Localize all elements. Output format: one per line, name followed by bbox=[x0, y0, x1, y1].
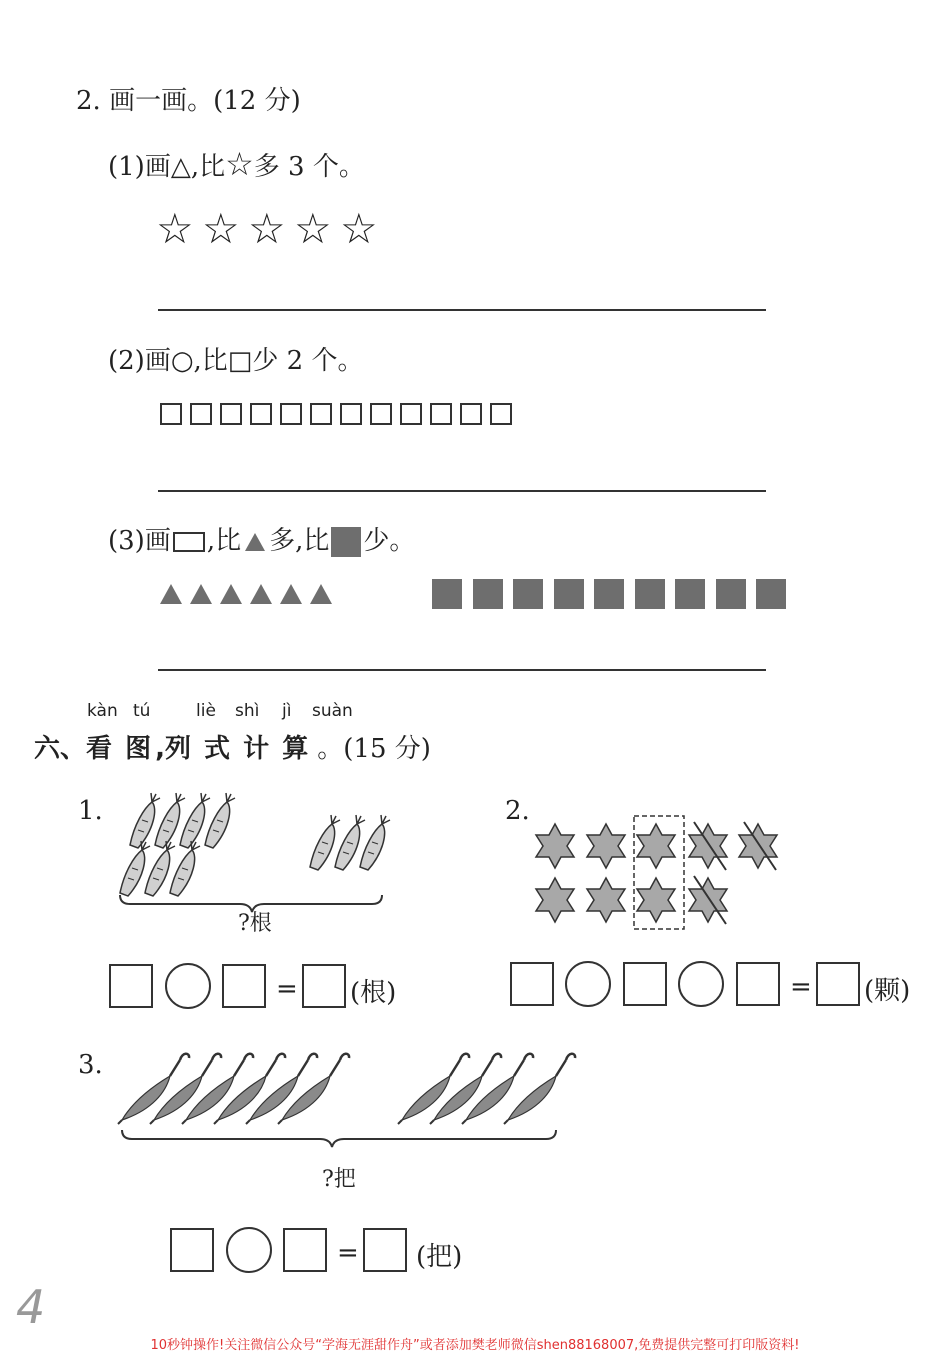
item-3-unit: (把) bbox=[416, 1242, 463, 1272]
pinyin-ji: jì bbox=[282, 701, 292, 721]
square-outline-icon bbox=[250, 403, 272, 425]
star-illustration bbox=[530, 812, 790, 937]
brace bbox=[122, 1130, 556, 1147]
gray-square-icon bbox=[473, 579, 503, 609]
gray-triangle-icon bbox=[160, 584, 182, 604]
item-3-operator-circle[interactable] bbox=[226, 1227, 272, 1273]
item-1-answer-box-2[interactable] bbox=[222, 964, 266, 1008]
part1-prompt bbox=[108, 145, 365, 183]
page-number: 4 bbox=[16, 1280, 46, 1334]
part1-prefix: (1)画 bbox=[108, 152, 171, 182]
gray-square-icon bbox=[635, 579, 665, 609]
star-outline-icon: ☆ bbox=[294, 204, 332, 253]
carrot-group-right bbox=[310, 815, 390, 870]
square-outline-icon bbox=[490, 403, 512, 425]
title-char-6: 算 bbox=[282, 734, 309, 764]
square-outline-icon bbox=[340, 403, 362, 425]
item-1-operator-circle[interactable] bbox=[165, 963, 211, 1009]
gray-triangle-icon bbox=[310, 584, 332, 604]
gray-square-icon bbox=[513, 579, 543, 609]
answer-line-1[interactable] bbox=[158, 309, 766, 311]
part2-suffix: 少 2 个。 bbox=[252, 346, 364, 376]
part3-mid2: 多,比 bbox=[269, 526, 330, 556]
item-3-answer-box-2[interactable] bbox=[283, 1228, 327, 1272]
gray-square-icon bbox=[554, 579, 584, 609]
square-outline-icon bbox=[430, 403, 452, 425]
title-char-1: 六、看 bbox=[34, 734, 113, 764]
item-1-answer-box-result[interactable] bbox=[302, 964, 346, 1008]
item-3-equals: = bbox=[337, 1238, 359, 1268]
gray-square-icon bbox=[432, 579, 462, 609]
umbrella-illustration bbox=[110, 1048, 580, 1148]
item-2-answer-box-result[interactable] bbox=[816, 962, 860, 1006]
item-2-answer-box-2[interactable] bbox=[623, 962, 667, 1006]
umbrella-group-right bbox=[398, 1054, 575, 1124]
item-1-equals: = bbox=[276, 974, 298, 1004]
square-outline-icon bbox=[400, 403, 422, 425]
part1-mid: ,比 bbox=[190, 152, 226, 182]
square-row bbox=[160, 403, 530, 429]
square-outline-icon bbox=[460, 403, 482, 425]
umbrella-group-left bbox=[118, 1054, 349, 1124]
circle-outline-icon: ○ bbox=[170, 346, 194, 376]
item-2-number: 2. bbox=[505, 796, 530, 826]
gray-triangle-icon bbox=[250, 584, 272, 604]
gray-square-icon bbox=[716, 579, 746, 609]
gray-square-row bbox=[432, 579, 792, 609]
pinyin-kan: kàn bbox=[87, 701, 118, 721]
part3-prefix: (3)画 bbox=[108, 526, 171, 556]
square-outline-icon bbox=[310, 403, 332, 425]
item-2-operator-circle-1[interactable] bbox=[565, 961, 611, 1007]
pinyin-suan: suàn bbox=[312, 701, 353, 721]
rectangle-outline-icon bbox=[173, 532, 205, 552]
triangle-row bbox=[160, 584, 340, 606]
carrot-group-left bbox=[120, 793, 235, 896]
star-row bbox=[156, 204, 396, 253]
gray-triangle-icon bbox=[190, 584, 212, 604]
star-outline-icon: ☆ bbox=[225, 145, 254, 183]
star-outline-icon: ☆ bbox=[340, 204, 378, 253]
pinyin-shi: shì bbox=[235, 701, 260, 721]
title-char-4: 式 bbox=[204, 734, 231, 764]
gray-triangle-icon bbox=[220, 584, 242, 604]
item-3-number: 3. bbox=[78, 1050, 103, 1080]
section-6-score: 。(15 分) bbox=[317, 734, 431, 764]
item-2-answer-box-3[interactable] bbox=[736, 962, 780, 1006]
item-2-unit: (颗) bbox=[864, 976, 911, 1006]
item-2-operator-circle-2[interactable] bbox=[678, 961, 724, 1007]
gray-square-icon bbox=[594, 579, 624, 609]
title-char-5: 计 bbox=[243, 734, 270, 764]
gray-triangle-icon bbox=[280, 584, 302, 604]
part3-prompt bbox=[108, 520, 415, 557]
star-outline-icon: ☆ bbox=[156, 204, 194, 253]
square-outline-icon bbox=[190, 403, 212, 425]
gray-square-icon bbox=[675, 579, 705, 609]
pinyin-tu: tú bbox=[133, 701, 151, 721]
square-outline-icon bbox=[370, 403, 392, 425]
part2-prompt bbox=[108, 340, 363, 377]
part3-mid: ,比 bbox=[206, 526, 242, 556]
title-char-3: ,列 bbox=[155, 734, 191, 764]
square-outline-icon bbox=[220, 403, 242, 425]
part1-suffix: 多 3 个。 bbox=[253, 152, 365, 182]
title-char-2: 图 bbox=[125, 734, 152, 764]
part3-suffix: 少。 bbox=[363, 526, 416, 556]
item-3-brace-label: ?把 bbox=[322, 1167, 356, 1192]
item-3-answer-box-1[interactable] bbox=[170, 1228, 214, 1272]
item-3-answer-box-result[interactable] bbox=[363, 1228, 407, 1272]
gray-square-icon bbox=[331, 527, 361, 557]
triangle-outline-icon: △ bbox=[170, 152, 191, 182]
star-outline-icon: ☆ bbox=[202, 204, 240, 253]
pinyin-lie: liè bbox=[196, 701, 216, 721]
question-2-title: 2. 画一画。(12 分) bbox=[76, 86, 301, 116]
square-outline-icon: □ bbox=[227, 346, 253, 376]
square-outline-icon bbox=[280, 403, 302, 425]
part2-prefix: (2)画 bbox=[108, 346, 171, 376]
item-1-answer-box-1[interactable] bbox=[109, 964, 153, 1008]
star-outline-icon: ☆ bbox=[248, 204, 286, 253]
item-1-brace-label: ?根 bbox=[238, 911, 272, 936]
square-outline-icon bbox=[160, 403, 182, 425]
gray-square-icon bbox=[756, 579, 786, 609]
item-2-answer-box-1[interactable] bbox=[510, 962, 554, 1006]
part2-mid: ,比 bbox=[193, 346, 228, 376]
answer-line-3[interactable] bbox=[158, 669, 766, 671]
promo-footer: 10秒钟操作!关注微信公众号“学海无涯甜作舟”或者添加樊老师微信shen88168007,免费提供完整可打印版资料! bbox=[150, 1338, 800, 1353]
gray-triangle-icon bbox=[245, 533, 265, 551]
section-6-title bbox=[34, 728, 431, 765]
item-1-unit: (根) bbox=[350, 978, 397, 1008]
answer-line-2[interactable] bbox=[158, 490, 766, 492]
item-1-number: 1. bbox=[78, 796, 103, 826]
item-2-equals: = bbox=[790, 972, 812, 1002]
